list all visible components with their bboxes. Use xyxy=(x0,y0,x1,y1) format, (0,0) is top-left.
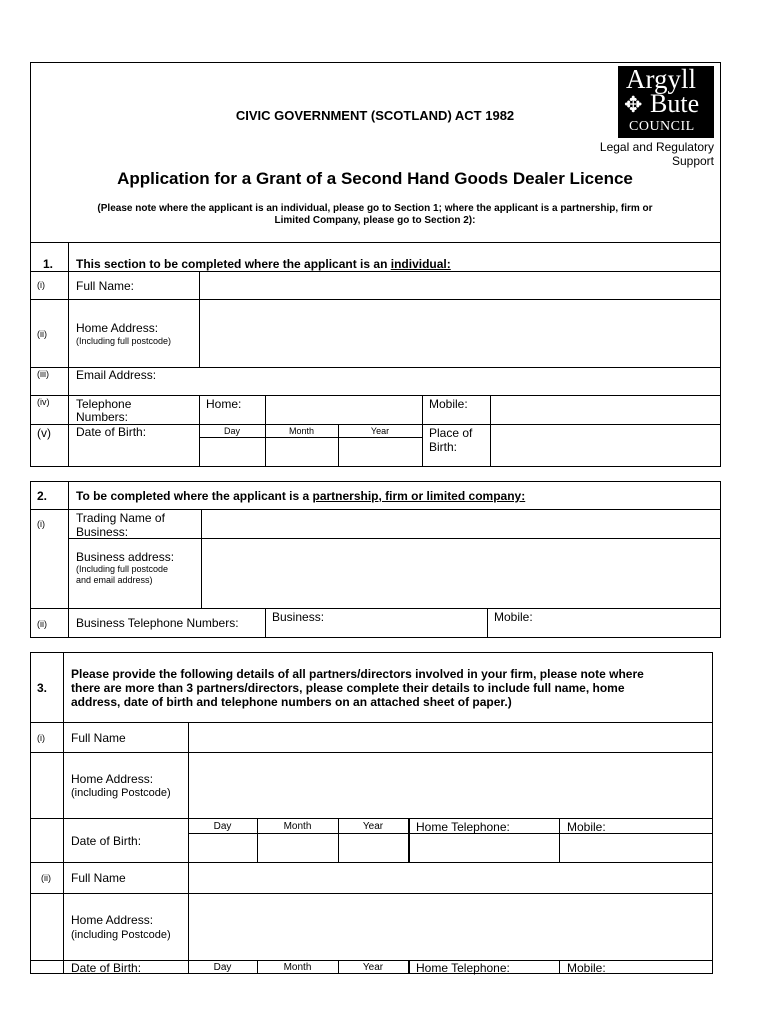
section1-num-col-line xyxy=(68,242,69,467)
partner2-full-name-label: Full Name xyxy=(71,871,126,885)
business-telephone-label: Business Telephone Numbers: xyxy=(76,616,239,630)
section3-text-line1: Please provide the following details of all partners/directors involved in your firm, please note where xyxy=(71,667,644,681)
place-of-birth-field[interactable] xyxy=(491,425,720,466)
partner1-dob-day-header: Day xyxy=(213,821,232,832)
partner1-home-address-note: (including Postcode) xyxy=(71,787,171,799)
dob-year-field[interactable] xyxy=(339,438,421,466)
section3-text-line3: address, date of birth and telephone numbers on an attached sheet of paper.) xyxy=(71,695,512,709)
page-title: Application for a Grant of a Second Hand Goods Dealer Licence xyxy=(117,169,633,188)
dob-label: Date of Birth: xyxy=(76,425,147,439)
business-mobile-field[interactable] xyxy=(488,609,720,637)
row-marker-v: (v) xyxy=(37,426,51,440)
business-address-note-line2: and email address) xyxy=(76,575,153,585)
section3-text-line2: there are more than 3 partners/directors, please complete their details to include full name, home xyxy=(71,681,625,695)
section3-number: 3. xyxy=(37,681,48,695)
partner2-full-name-field[interactable] xyxy=(189,863,712,892)
row-marker-ii: (ii) xyxy=(37,329,47,339)
home-address-note: (Including full postcode) xyxy=(76,336,172,346)
partner1-dob-year-field[interactable] xyxy=(339,834,407,861)
section1-heading-underlined: individual: xyxy=(390,257,451,271)
full-name-field[interactable] xyxy=(200,272,720,298)
business-phone-field[interactable] xyxy=(266,609,486,637)
home-address-field[interactable] xyxy=(200,300,720,366)
partner2-home-address-note: (including Postcode) xyxy=(71,929,171,941)
partner1-mobile-field[interactable] xyxy=(560,834,712,861)
section2-heading xyxy=(76,489,525,503)
section3-col-line xyxy=(559,960,560,974)
section2-number: 2. xyxy=(37,489,48,503)
business-address-label: Business address: xyxy=(76,550,175,564)
mobile-phone-label: Mobile: xyxy=(429,397,468,411)
logo-text-argyll: Argyll xyxy=(626,64,697,94)
partner1-home-telephone-field[interactable] xyxy=(411,834,558,861)
partner2-home-telephone-label: Home Telephone: xyxy=(416,961,510,975)
act-title: CIVIC GOVERNMENT (SCOTLAND) ACT 1982 xyxy=(235,108,515,123)
department-line2: Support xyxy=(671,154,714,168)
council-logo xyxy=(618,66,714,138)
section2-heading-text: To be completed where the applicant is a xyxy=(76,489,313,503)
place-of-birth-label-line1: Place of xyxy=(429,426,473,440)
row-marker-ii: (ii) xyxy=(37,619,47,629)
dob-day-header: Day xyxy=(223,426,240,436)
section1-heading xyxy=(76,257,451,271)
full-name-label: Full Name: xyxy=(76,279,135,293)
business-address-field[interactable] xyxy=(202,539,720,607)
partner2-dob-year-header: Year xyxy=(362,962,384,973)
home-phone-field[interactable] xyxy=(266,396,421,423)
trading-name-label-line1: Trading Name of xyxy=(76,511,165,525)
partner1-dob-year-header: Year xyxy=(362,821,384,832)
email-label: Email Address: xyxy=(76,368,157,382)
section3-num-col-line xyxy=(63,652,64,974)
partner2-dob-month-header: Month xyxy=(283,962,312,973)
trading-name-label-line2: Business: xyxy=(76,525,129,539)
partner2-home-address-field[interactable] xyxy=(189,894,712,959)
partner2-dob-day-header: Day xyxy=(213,962,232,973)
partner2-home-address-label: Home Address: xyxy=(71,913,154,927)
row-marker-i: (i) xyxy=(37,733,45,743)
section2-num-col-line xyxy=(68,481,69,638)
logo-text-bute: Bute xyxy=(650,89,700,118)
partner1-dob-day-field[interactable] xyxy=(189,834,256,861)
row-marker-i: (i) xyxy=(37,519,45,529)
row-marker-ii: (ii) xyxy=(41,873,51,883)
dob-month-header: Month xyxy=(288,426,314,436)
place-of-birth-label-line2: Birth: xyxy=(429,440,458,454)
partner1-mobile-label: Mobile: xyxy=(567,820,606,834)
partner1-dob-label: Date of Birth: xyxy=(71,834,142,848)
section3-row-line xyxy=(30,818,713,819)
mobile-phone-field[interactable] xyxy=(491,396,720,423)
partner2-mobile-label: Mobile: xyxy=(567,961,606,975)
section1-col-line xyxy=(422,395,423,467)
dob-month-field[interactable] xyxy=(266,438,337,466)
telephone-label-line1: Telephone xyxy=(76,397,132,411)
partner1-full-name-label: Full Name xyxy=(71,731,126,745)
home-address-label: Home Address: xyxy=(76,321,159,335)
department-line1: Legal and Regulatory xyxy=(599,140,714,154)
section3-col-line xyxy=(408,818,410,862)
partner1-home-address-field[interactable] xyxy=(189,753,712,817)
partner2-dob-label: Date of Birth: xyxy=(71,961,142,975)
row-marker-iii: (iii) xyxy=(37,369,49,379)
business-phone-label: Business: xyxy=(272,610,325,624)
dob-year-header: Year xyxy=(370,426,390,436)
instruction-note-line2: Limited Company, please go to Section 2): xyxy=(274,215,476,226)
business-address-note-line1: (Including full postcode xyxy=(76,564,169,574)
partner1-full-name-field[interactable] xyxy=(189,723,712,751)
partner1-home-telephone-label: Home Telephone: xyxy=(416,820,510,834)
partner1-home-address-label: Home Address: xyxy=(71,772,154,786)
section3-col-line xyxy=(408,960,410,974)
dob-day-field[interactable] xyxy=(200,438,264,466)
telephone-label-line2: Numbers: xyxy=(76,410,129,424)
celtic-knot-icon: ✥ xyxy=(624,92,643,117)
home-phone-label: Home: xyxy=(206,397,242,411)
section2-heading-underlined: partnership, firm or limited company: xyxy=(312,489,526,503)
trading-name-field[interactable] xyxy=(202,510,720,537)
partner1-dob-month-header: Month xyxy=(283,821,312,832)
partner1-dob-month-field[interactable] xyxy=(258,834,337,861)
row-marker-i: (i) xyxy=(37,280,45,290)
email-field[interactable] xyxy=(200,368,720,394)
row-marker-iv: (iv) xyxy=(37,397,50,407)
business-mobile-label: Mobile: xyxy=(494,610,533,624)
instruction-note-line1: (Please note where the applicant is an individual, please go to Section 1; where the applicant is a partnership, firm or xyxy=(97,203,653,214)
section1-number: 1. xyxy=(43,257,54,271)
logo-text-council: COUNCIL xyxy=(629,119,695,134)
section1-heading-text: This section to be completed where the applicant is an xyxy=(76,257,391,271)
